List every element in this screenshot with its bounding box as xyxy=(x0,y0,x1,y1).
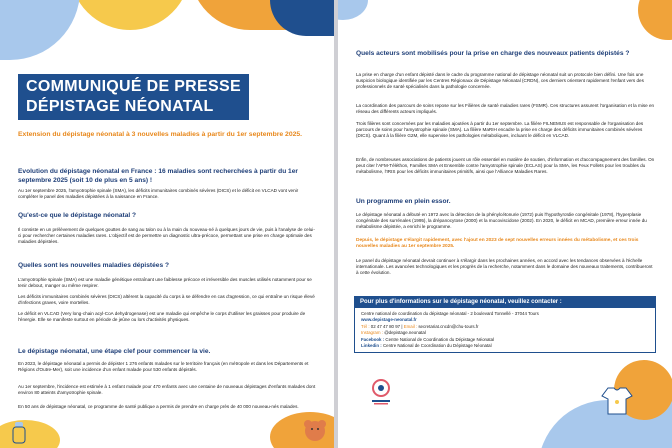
decor-top-left-blue xyxy=(338,0,368,20)
text-actors-2: La coordination des parcours de soins repose sur les Filières de santé maladies rares (FSMR). Ces structures assurent l'organisation et la mise en réseau des différents acteurs impliqués. xyxy=(356,103,655,115)
contact-address: Centre national de coordination du dépistage néonatal - 2 boulevard Tonnellé - 37044 Tours xyxy=(361,311,539,316)
phone-label: Tél : xyxy=(361,323,370,329)
press-release-page-2 xyxy=(338,0,672,448)
phone-value[interactable]: 02 47 47 80 97 xyxy=(370,323,401,329)
linkedin-value[interactable]: Centre National de Coordination du Dépistage Néonatal xyxy=(382,342,492,348)
facebook-label: Facebook : xyxy=(361,336,385,342)
section-heading-actors: Quels acteurs sont mobilisés pour la prise en charge des nouveaux patients dépistés ? xyxy=(356,50,630,57)
title-line-1: COMMUNIQUÉ DE PRESSE xyxy=(26,78,241,95)
instagram-value[interactable]: @depistage.neonatal xyxy=(384,330,426,336)
bottle-icon xyxy=(8,420,30,444)
text-actors-4: Enfin, de nombreuses associations de patients jouent un rôle essentiel en matière de soutien, d'information et d'accompagnement des familles. On peut citer l'AFM-Téléthon, Familles SMA et Ensemble contre l'amyotrophie spinale (ECLAS) pour la SMA, les Feux Follets pour les troubles du métabolisme, l'IRIS pour les déficits immunitaires primitifs, ainsi que l'Alliance Maladies Rares. xyxy=(356,157,655,175)
section-heading-key-step: Le dépistage néonatal, une étape clef pour commencer la vie. xyxy=(18,348,211,355)
subtitle: Extension du dépistage néonatal à 3 nouvelles maladies à partir du 1er septembre 2025. xyxy=(18,131,303,138)
contact-box xyxy=(354,296,656,358)
email-label: Email : xyxy=(403,323,418,329)
contact-linkedin xyxy=(361,343,649,349)
title-line-2: DÉPISTAGE NÉONATAL xyxy=(26,98,214,115)
baby-onesie-icon xyxy=(600,384,634,418)
decor-navy-blob xyxy=(270,0,334,36)
decor-top-right-orange xyxy=(638,0,672,40)
text-incidence: Au 1er septembre, l'incidence est estimée à 1 enfant malade pour 470 enfants avec une centaine de nouveaux dépistages d'enfants malades dont environ 80 atteints d'amyotrophie spinale. xyxy=(18,384,316,396)
text-50-years: En 50 ans de dépistage néonatal, ce programme de santé publique a permis de prendre en charge près de 40 000 nouveau-nés malades. xyxy=(18,404,299,409)
contact-heading: Pour plus d'informations sur le dépistage néonatal, veuillez contacter : xyxy=(354,296,656,308)
text-actors-3: Trois filières sont concernées par les maladies ajoutées à partir du 1er septembre. La filière FILNEMUS est responsable de l'organisation des parcours de soins pour l'amyotrophie spinale (SMA). La filière MaRIH encadre la prise en charge des déficits immunitaires combinés sévères (DICS). Quant à la filière G2M, elle supervise les pathologies métaboliques, incluant le déficit en VLCAD. xyxy=(356,121,644,139)
text-program-1: Le dépistage néonatal a débuté en 1972 avec la détection de la phénylcétonurie (1972) puis l'hypothyroïdie congénitale (1978), l'hyperplasie congénitale des surrénales (1995), la drépanocytose (2000) et la mucoviscidose (2002). En 2020, le déficit en MCAD, première erreur innée du métabolisme dépistée, a enrichi le programme. xyxy=(356,212,647,230)
decor-blue-blob xyxy=(0,0,80,60)
section-heading-new-diseases: Quelles sont les nouvelles maladies dépistées ? xyxy=(18,262,169,269)
text-program-highlight: Depuis, le dépistage s'élargit rapidement, avec l'ajout en 2023 de sept nouvelles erreurs innées du métabolisme, et ces trois nouvelles maladies au 1er septembre 2025. xyxy=(356,238,639,250)
contact-website[interactable]: www.depistage-neonatal.fr xyxy=(361,317,417,323)
teddy-bear-icon xyxy=(300,416,330,446)
text-dics: Les déficits immunitaires combinés sévères (DICS) altèrent la capacité du corps à se défendre en cas d'agression, ce qui entraîne un risque élevé d'infections graves, voire mortelles. xyxy=(18,294,315,306)
section-heading-program: Un programme en plein essor. xyxy=(356,198,451,205)
facebook-value[interactable]: Centre National de Coordination du Dépistage Néonatal xyxy=(385,336,495,342)
decor-yellow-blob xyxy=(70,0,190,30)
contact-details xyxy=(354,308,656,353)
text-sma: L'amyotrophie spinale (SMA) est une maladie génétique entraînant une faiblesse précoce et irréversible des muscles utilisés notamment pour se tenir debout, manger ou même respirer. xyxy=(18,277,312,289)
contact-phone-email: Tél : 02 47 47 80 97 | Email : secretariat.cncdn@chu-tours.fr xyxy=(361,323,479,329)
section-heading-evolution: Evolution du dépistage néonatal en France : 16 maladies sont recherchées à partir du 1er septembre 2025 (soit 10 de plus en 5 ans) ! xyxy=(18,168,298,184)
instagram-label: Instagram : xyxy=(361,330,383,336)
section-heading-definition: Qu'est-ce que le dépistage néonatal ? xyxy=(18,212,137,219)
text-vlcad: Le déficit en VLCAD (Very long-chain acyl-CoA dehydrogenase) est une maladie qui empêche le corps d'utiliser les graisses pour produire de l'énergie. Elle se manifeste surtout en période de jeûne ou lors d'activités physiques. xyxy=(18,311,306,323)
email-value[interactable]: secretariat.cncdn@chu-tours.fr xyxy=(418,323,479,329)
text-program-2: Le panel du dépistage néonatal devrait continuer à s'élargir dans les prochaines années, en accord avec les tendances observées à l'échelle internationale. Les avancées technologiques et les progrès de la recherche, notamment dans le domaine des nouveaux traitements, contribueront à cette évolution. xyxy=(356,258,653,276)
page-title xyxy=(18,74,249,120)
section-text-evolution: Au 1er septembre 2025, l'amyotrophie spinale (SMA), les déficits immunitaires combinés sévères (DICS) et le déficit en VLCAD vont venir compléter le panel des maladies dépistées à la naissance en France. xyxy=(18,188,299,200)
linkedin-label: Linkedin : xyxy=(361,342,382,348)
section-text-definition: Il consiste en un prélèvement de quelques gouttes de sang au talon ou à la main du nouveau-né à quelques jours de vie, puis à l'analyse de celui-ci pour rechercher certaines maladies rares. L'objectif est de permettre un diagnostic ultra-précoce, permettant une prise en charge optimale des maladies dépistées. xyxy=(18,227,315,245)
text-actors-1: La prise en charge d'un enfant dépisté dans le cadre du programme national de dépistage néonatal suit un protocole bien défini. Une fois une suspicion biologique identifiée par les Centres Régionaux de Dépistage Néonatal (CRDN), ces derniers orientent rapidement l'enfant vers des professionnels de santé spécialisés dans la pathologie concernée. xyxy=(356,72,644,90)
press-release-page-1 xyxy=(0,0,334,448)
text-2023-stats: En 2023, le dépistage néonatal a permis de dépister 1 276 enfants malades sur le territoire français (en métropole et dans les Départements et Régions d'Outre-Mer), soit une incidence d'un enfant malade pour 530 enfants dépistés. xyxy=(18,361,309,373)
cncdn-logo-icon xyxy=(368,378,394,406)
